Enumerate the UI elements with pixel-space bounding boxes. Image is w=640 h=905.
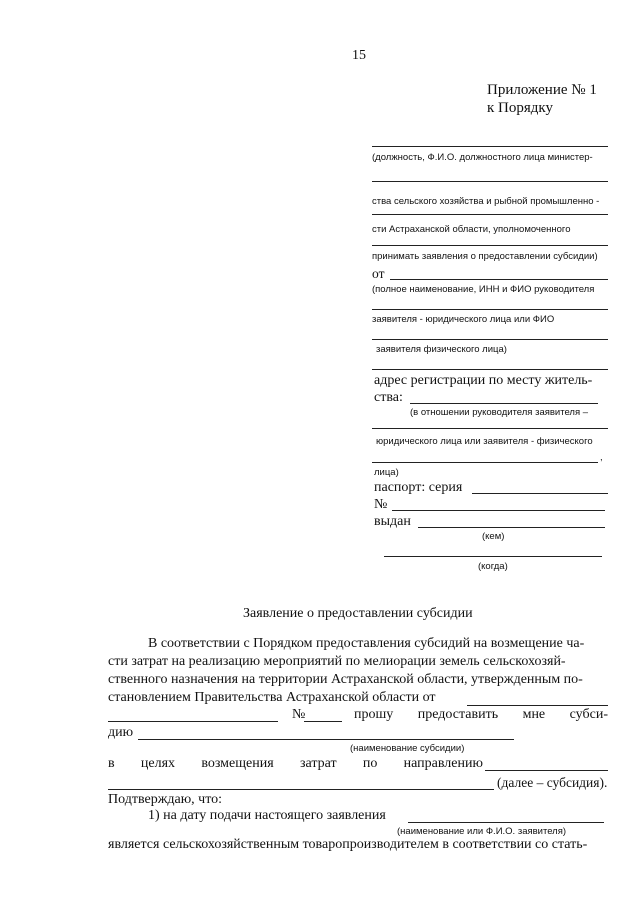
purpose-word: в [108, 756, 115, 771]
applicant-hint: заявителя - юридического лица или ФИО [372, 314, 555, 325]
number-sign: № [292, 707, 306, 722]
issued-by-field[interactable] [418, 527, 605, 528]
address-hint: лица) [374, 467, 399, 478]
recipient-hint: (должность, Ф.И.О. должностного лица министер- [372, 152, 593, 163]
recipient-field-line[interactable] [372, 146, 608, 147]
item-1-continuation: является сельскохозяйственным товаропроизводителем в соответствии со стать- [108, 837, 588, 852]
address-label-cont: ства: [374, 390, 403, 405]
recipient-hint: принимать заявления о предоставлении субсидии) [372, 251, 598, 262]
request-word: предоставить [417, 707, 499, 722]
recipient-field-line[interactable] [372, 245, 608, 246]
applicant-name-field[interactable] [408, 822, 604, 823]
subsidy-word: дию [108, 725, 134, 740]
document-title: Заявление о предоставлении субсидии [243, 606, 473, 621]
issued-by-hint: (кем) [482, 531, 505, 542]
decree-date-field-cont[interactable] [108, 721, 278, 722]
request-word: субси- [569, 707, 608, 722]
passport-series-label: паспорт: серия [374, 480, 463, 495]
request-word: прошу [354, 707, 394, 722]
page-number: 15 [352, 48, 366, 63]
purpose-word: направлению [403, 756, 483, 771]
from-field-line[interactable] [390, 279, 608, 280]
request-word: мне [522, 707, 546, 722]
body-paragraph-line: ственного назначения на территории Астраханской области, утвержденным по- [108, 672, 583, 687]
purpose-word: по [362, 756, 378, 771]
address-field-line[interactable] [372, 428, 608, 429]
passport-series-field[interactable] [472, 493, 608, 494]
address-hint: (в отношении руководителя заявителя – [410, 407, 589, 418]
applicant-hint: (полное наименование, ИНН и ФИО руководителя [372, 284, 595, 295]
recipient-hint: ства сельского хозяйства и рыбной промышленно - [372, 196, 600, 207]
subsidy-name-field[interactable] [138, 739, 514, 740]
purpose-word: возмещения [201, 756, 274, 771]
applicant-field-line[interactable] [372, 309, 608, 310]
from-label: от [372, 266, 385, 281]
decree-date-field[interactable] [467, 705, 608, 706]
body-paragraph-line: В соответствии с Порядком предоставления субсидий на возмещение ча- [148, 636, 585, 651]
address-hint: юридического лица или заявителя - физического [376, 436, 593, 447]
issued-date-hint: (когда) [478, 561, 508, 572]
purpose-phrase [108, 756, 483, 772]
purpose-word: целях [140, 756, 176, 771]
recipient-field-line[interactable] [372, 214, 608, 215]
direction-field[interactable] [485, 770, 608, 771]
applicant-name-hint: (наименование или Ф.И.О. заявителя) [397, 826, 567, 837]
body-paragraph-line: сти затрат на реализацию мероприятий по мелиорации земель сельскохозяй- [108, 654, 566, 669]
issued-date-field[interactable] [384, 556, 602, 557]
passport-number-field[interactable] [392, 510, 605, 511]
applicant-field-line[interactable] [372, 339, 608, 340]
issued-by-label: выдан [374, 514, 411, 529]
recipient-hint: сти Астраханской области, уполномоченного [372, 224, 571, 235]
item-1: 1) на дату подачи настоящего заявления [148, 808, 386, 823]
purpose-word: затрат [299, 756, 337, 771]
recipient-field-line[interactable] [372, 181, 608, 182]
address-label: адрес регистрации по месту житель- [374, 373, 593, 388]
body-paragraph-line: становлением Правительства Астраханской области от [108, 690, 436, 705]
direction-field-cont[interactable] [108, 789, 494, 790]
appendix-subtitle: к Порядку [487, 100, 553, 116]
request-phrase [354, 707, 608, 723]
decree-number-field[interactable] [304, 721, 342, 722]
confirm-heading: Подтверждаю, что: [108, 792, 223, 807]
address-field-line[interactable] [372, 462, 598, 463]
subsidy-name-hint: (наименование субсидии) [350, 743, 465, 754]
passport-number-label: № [374, 497, 388, 512]
address-comma: , [600, 452, 603, 463]
address-field-line[interactable] [410, 403, 598, 404]
hereinafter-note: (далее – субсидия). [497, 775, 608, 790]
appendix-title: Приложение № 1 [487, 82, 597, 98]
applicant-field-line[interactable] [372, 369, 608, 370]
applicant-hint: заявителя физического лица) [376, 344, 507, 355]
